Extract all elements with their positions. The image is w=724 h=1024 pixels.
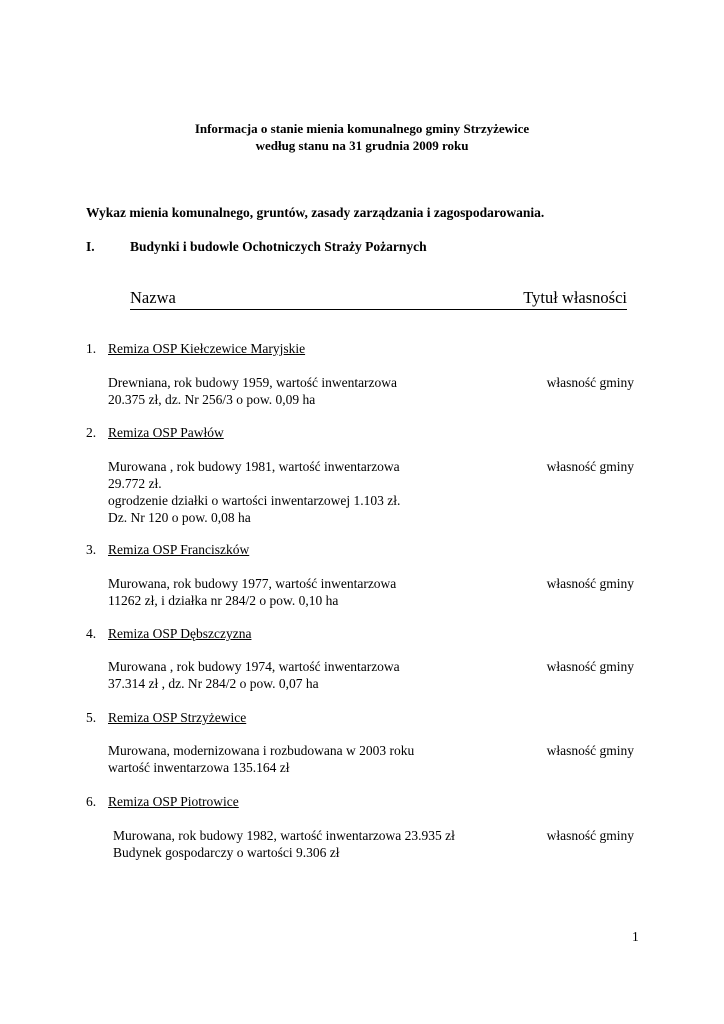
item-detail-line: Murowana, modernizowana i rozbudowana w 2003 roku (108, 743, 415, 758)
item-detail-line: 11262 zł, i działka nr 284/2 o pow. 0,10 ha (108, 593, 339, 608)
item-detail-line: wartość inwentarzowa 135.164 zł (108, 760, 290, 775)
column-header-row (130, 289, 627, 310)
item-ownership: własność gminy (546, 743, 634, 758)
item-detail-line: Drewniana, rok budowy 1959, wartość inwentarzowa (108, 375, 398, 390)
item-detail-line: Murowana, rok budowy 1977, wartość inwentarzowa (108, 576, 397, 591)
item-detail-line: Budynek gospodarczy o wartości 9.306 zł (113, 845, 340, 860)
item-name: Remiza OSP Piotrowice (108, 794, 239, 809)
item-detail-line: Dz. Nr 120 o pow. 0,08 ha (108, 510, 251, 525)
document-title-line-1: Informacja o stanie mienia komunalnego gminy Strzyżewice (194, 121, 530, 136)
item-ownership: własność gminy (546, 659, 634, 674)
item-name: Remiza OSP Kiełczewice Maryjskie (108, 341, 306, 356)
document-title-line-2: według stanu na 31 grudnia 2009 roku (255, 138, 469, 153)
section-title: Budynki i budowle Ochotniczych Straży Pożarnych (130, 239, 427, 254)
item-ownership: własność gminy (546, 375, 634, 390)
item-number: 4. (86, 626, 97, 641)
item-name: Remiza OSP Strzyżewice (108, 710, 247, 725)
item-ownership: własność gminy (546, 828, 634, 843)
item-number: 1. (86, 341, 97, 356)
item-detail-line: Murowana , rok budowy 1974, wartość inwentarzowa (108, 659, 400, 674)
item-number: 2. (86, 425, 97, 440)
item-name: Remiza OSP Dębszczyzna (108, 626, 252, 641)
item-detail-line: 37.314 zł , dz. Nr 284/2 o pow. 0,07 ha (108, 676, 319, 691)
item-number: 3. (86, 542, 97, 557)
item-ownership: własność gminy (546, 459, 634, 474)
page-number: 1 (632, 929, 639, 944)
item-ownership: własność gminy (546, 576, 634, 591)
list-heading: Wykaz mienia komunalnego, gruntów, zasady zarządzania i zagospodarowania. (86, 205, 545, 220)
item-name: Remiza OSP Franciszków (108, 542, 250, 557)
item-detail-line: Murowana, rok budowy 1982, wartość inwentarzowa 23.935 zł (113, 828, 455, 843)
column-header-name: Nazwa (130, 288, 176, 307)
section-number: I. (86, 239, 95, 254)
item-detail-line: Murowana , rok budowy 1981, wartość inwentarzowa (108, 459, 400, 474)
item-detail-line: 29.772 zł. (108, 476, 162, 491)
item-name: Remiza OSP Pawłów (108, 425, 224, 440)
item-number: 5. (86, 710, 97, 725)
item-detail-line: ogrodzenie działki o wartości inwentarzowej 1.103 zł. (108, 493, 401, 508)
column-header-ownership: Tytuł własności (523, 288, 627, 307)
item-detail-line: 20.375 zł, dz. Nr 256/3 o pow. 0,09 ha (108, 392, 316, 407)
item-number: 6. (86, 794, 97, 809)
